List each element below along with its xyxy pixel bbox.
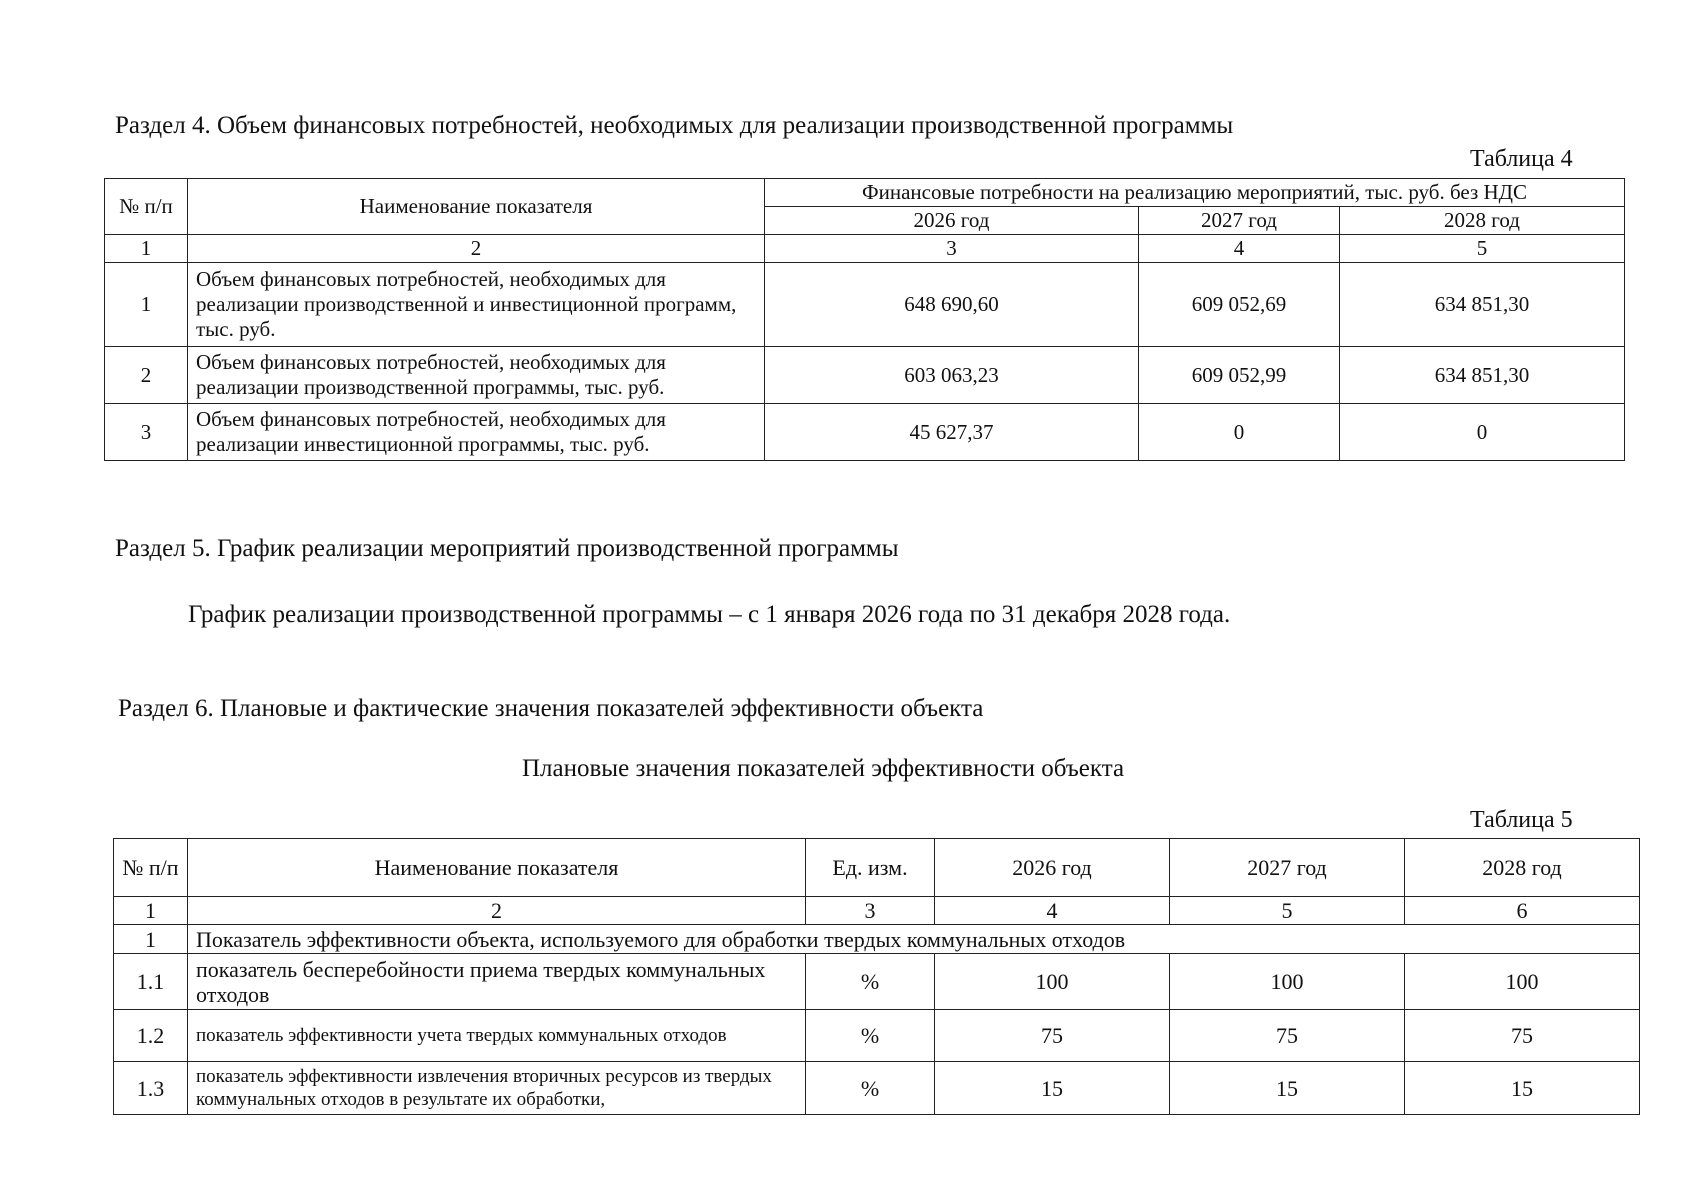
group-name: Показатель эффективности объекта, используемого для обработки твердых коммунальных отходов [188,925,1640,954]
col-number: 5 [1170,897,1405,925]
table-5-label: Таблица 5 [1470,807,1573,833]
row-value-2027: 15 [1170,1062,1405,1115]
col-number: 2 [188,897,806,925]
header-num: № п/п [114,839,188,897]
col-number: 6 [1405,897,1640,925]
table-row [114,1010,1640,1062]
row-num: 2 [105,347,188,404]
table-5-colnum-row [114,897,1640,925]
table-4 [104,178,1625,461]
row-name: показатель эффективности извлечения вторичных ресурсов из твердых коммунальных отходов в результате их обработки, [188,1062,806,1115]
row-value-2026: 15 [935,1062,1170,1115]
header-year-2027: 2027 год [1170,839,1405,897]
section-5-heading: Раздел 5. График реализации мероприятий производственной программы [115,535,899,562]
row-unit: % [806,1010,935,1062]
header-num: № п/п [105,179,188,235]
row-value-2028: 0 [1340,404,1625,461]
section-5-text: График реализации производственной программы – с 1 января 2026 года по 31 декабря 2028 года. [188,601,1231,628]
row-value-2026: 75 [935,1010,1170,1062]
row-value-2028: 634 851,30 [1340,263,1625,347]
group-num: 1 [114,925,188,954]
row-value-2028: 75 [1405,1010,1640,1062]
table-4-colnum-row [105,235,1625,263]
row-name: показатель эффективности учета твердых коммунальных отходов [188,1010,806,1062]
section-4-heading: Раздел 4. Объем финансовых потребностей, необходимых для реализации производственной программы [115,112,1234,139]
row-name: Объем финансовых потребностей, необходимых для реализации производственной программы, тыс. руб. [188,347,765,404]
table-group-row [114,925,1640,954]
row-value-2027: 609 052,69 [1139,263,1340,347]
row-value-2026: 603 063,23 [765,347,1139,404]
row-num: 3 [105,404,188,461]
section-6-heading: Раздел 6. Плановые и фактические значения показателей эффективности объекта [118,695,984,722]
header-year-2028: 2028 год [1405,839,1640,897]
header-unit: Ед. изм. [806,839,935,897]
row-num: 1 [105,263,188,347]
table-row [105,263,1625,347]
header-year-2028: 2028 год [1340,207,1625,235]
header-group: Финансовые потребности на реализацию мероприятий, тыс. руб. без НДС [765,179,1625,207]
row-num: 1.2 [114,1010,188,1062]
row-num: 1.3 [114,1062,188,1115]
col-number: 4 [935,897,1170,925]
header-year-2027: 2027 год [1139,207,1340,235]
header-year-2026: 2026 год [765,207,1139,235]
header-year-2026: 2026 год [935,839,1170,897]
col-number: 3 [765,235,1139,263]
table-row [105,404,1625,461]
table-4-label: Таблица 4 [1470,146,1573,172]
row-value-2027: 609 052,99 [1139,347,1340,404]
col-number: 1 [105,235,188,263]
table-row [114,954,1640,1010]
row-value-2028: 100 [1405,954,1640,1010]
table-row [114,1062,1640,1115]
header-name: Наименование показателя [188,839,806,897]
row-value-2028: 15 [1405,1062,1640,1115]
row-value-2026: 45 627,37 [765,404,1139,461]
table-row [105,347,1625,404]
row-value-2028: 634 851,30 [1340,347,1625,404]
row-value-2026: 100 [935,954,1170,1010]
col-number: 3 [806,897,935,925]
col-number: 1 [114,897,188,925]
col-number: 2 [188,235,765,263]
col-number: 4 [1139,235,1340,263]
header-name: Наименование показателя [188,179,765,235]
table-4-header-row [105,179,1625,207]
row-name: Объем финансовых потребностей, необходимых для реализации производственной и инвестиционной программ, тыс. руб. [188,263,765,347]
row-name: Объем финансовых потребностей, необходимых для реализации инвестиционной программы, тыс. руб. [188,404,765,461]
col-number: 5 [1340,235,1625,263]
table-5 [113,838,1640,1115]
row-unit: % [806,1062,935,1115]
row-unit: % [806,954,935,1010]
row-num: 1.1 [114,954,188,1010]
row-value-2027: 75 [1170,1010,1405,1062]
row-value-2027: 0 [1139,404,1340,461]
row-name: показатель бесперебойности приема твердых коммунальных отходов [188,954,806,1010]
row-value-2026: 648 690,60 [765,263,1139,347]
row-value-2027: 100 [1170,954,1405,1010]
section-6-subheading: Плановые значения показателей эффективности объекта [522,755,1125,782]
table-5-header-row [114,839,1640,897]
